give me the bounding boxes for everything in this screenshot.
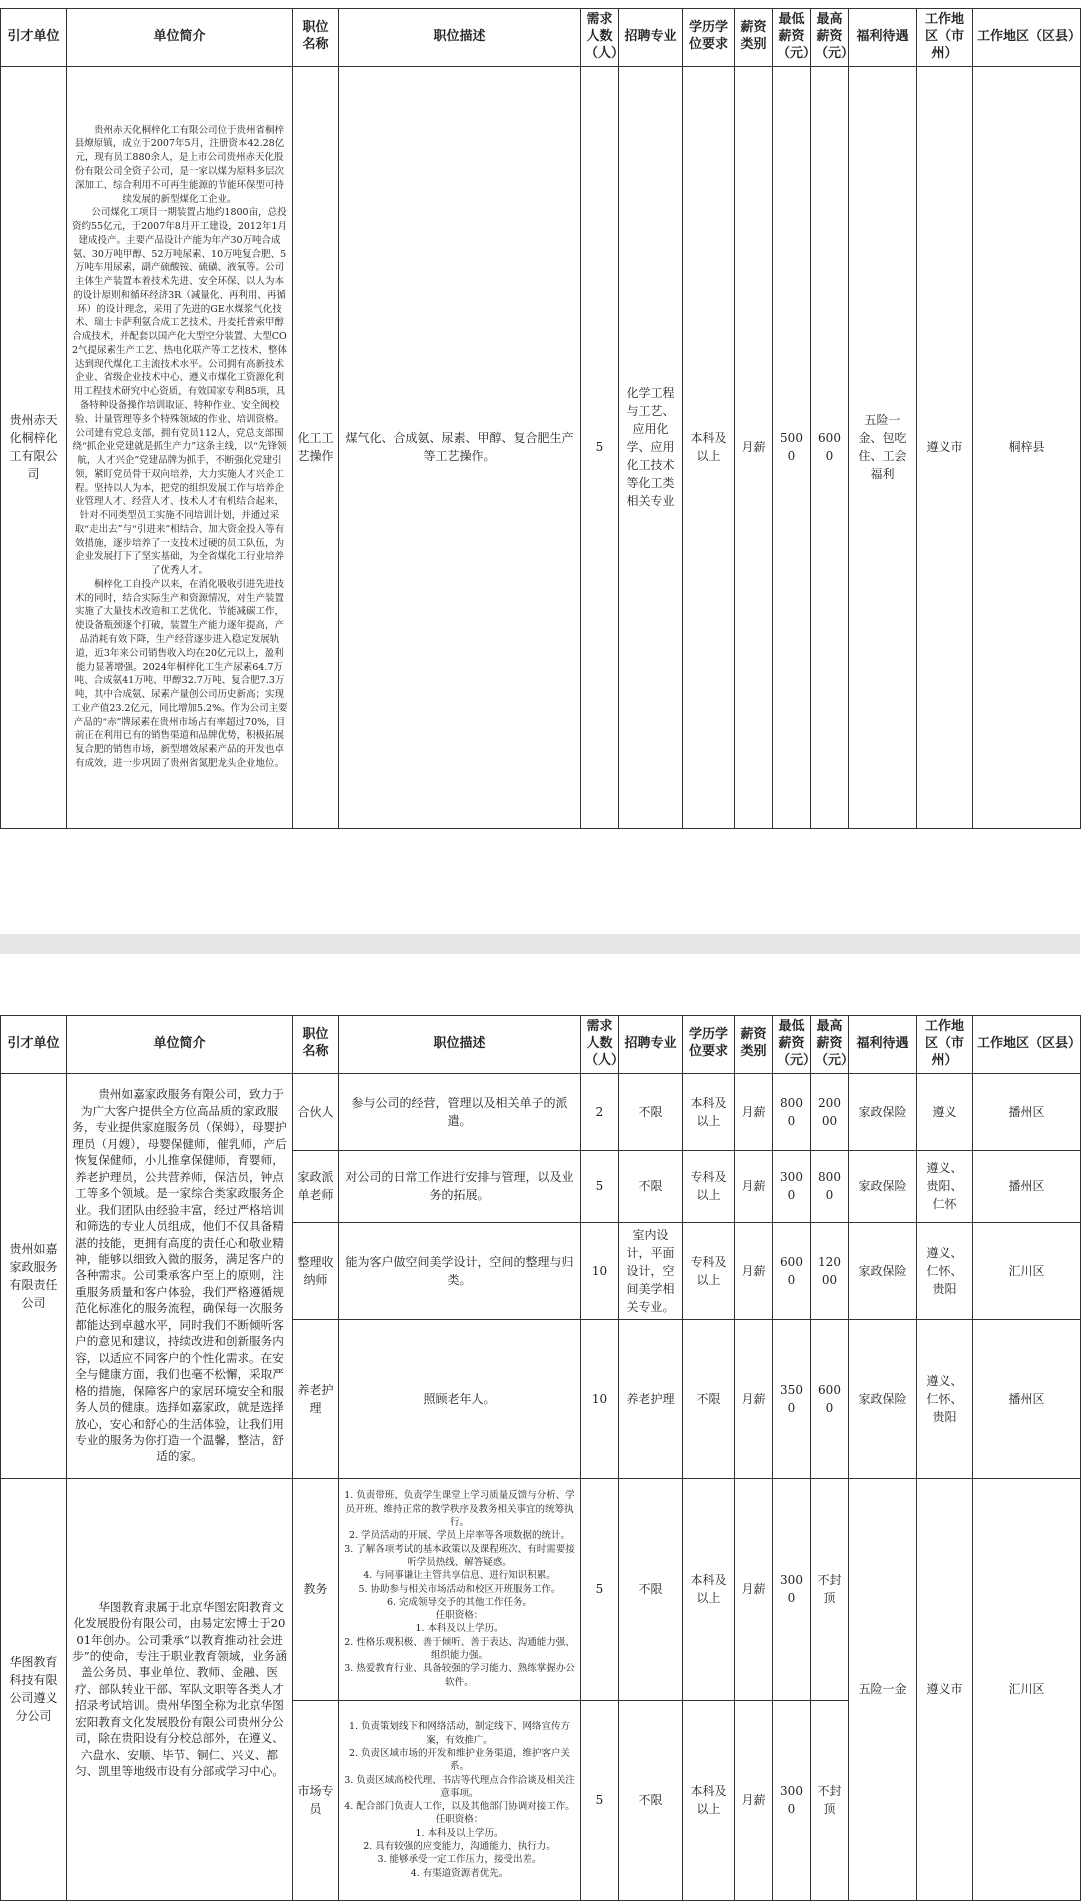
welfare: 五险一金	[849, 1478, 917, 1900]
job-count: 2	[581, 1073, 619, 1150]
work-county: 播州区	[973, 1150, 1081, 1222]
job-count: 5	[581, 66, 619, 828]
job-count: 5	[581, 1478, 619, 1700]
work-county: 播州区	[973, 1073, 1081, 1150]
work-city: 遵义、仁怀、贵阳	[917, 1319, 973, 1478]
job-title: 市场专员	[293, 1700, 339, 1900]
table-row	[1, 66, 1081, 828]
table-row	[1, 1073, 1081, 1150]
header-cell: 引才单位	[1, 1016, 67, 1074]
work-city: 遵义市	[917, 1478, 973, 1900]
header-cell: 薪资类别	[735, 1016, 773, 1074]
min-salary: 3000	[773, 1478, 811, 1700]
work-city: 遵义、贵阳、仁怀	[917, 1150, 973, 1222]
work-county: 播州区	[973, 1319, 1081, 1478]
job-major: 不限	[619, 1073, 683, 1150]
pay-type: 月薪	[735, 1700, 773, 1900]
welfare: 家政保险	[849, 1319, 917, 1478]
company-name: 贵州赤天化桐梓化工有限公司	[1, 66, 67, 828]
job-title: 养老护理	[293, 1319, 339, 1478]
intro-paragraph: 贵州如嘉家政服务有限公司，致力于为广大客户提供全方位高品质的家政服务，专业提供家庭服务员（保姆），母婴护理员（月嫂），母婴保健师，催乳师，产后恢复保健师，小儿推拿保健师，育婴师，养老护理员，公共营养师，保洁员，钟点工等多个领域。是一家综合类家政服务企业。我们团队由经验丰富，经过严格培训和筛选的专业人员组成，他们不仅具备精湛的技能，更拥有高度的责任心和敬业精神，能够以细致入微的服务，满足客户的各种需求。公司秉承客户至上的原则，注重服务质量和客户体验，我们严格遵循规范化标准化的服务流程，确保每一次服务都能达到卓越水平，同时我们不断倾听客户的意见和建议，持续改进和创新服务内容，以适应不同客户的个性化需求。在安全与健康方面，我们也毫不松懈，采取严格的措施，保障客户的家居环境安全和服务人员的健康。选择如嘉家政，就是选择放心，安心和舒心的生活体验，让我们用专业的服务为你打造一个温馨，整洁，舒适的家。	[72, 1087, 287, 1464]
pay-type: 月薪	[735, 1319, 773, 1478]
job-title: 教务	[293, 1478, 339, 1700]
min-salary: 6000	[773, 1222, 811, 1319]
header-cell: 需求人数（人）	[581, 1016, 619, 1074]
job-description: 参与公司的经营，管理以及相关单子的派遣。	[339, 1073, 581, 1150]
pay-type: 月薪	[735, 1073, 773, 1150]
job-education: 本科及以上	[683, 1073, 735, 1150]
work-county: 桐梓县	[973, 66, 1081, 828]
header-cell: 最高薪资（元）	[811, 1016, 849, 1074]
header-cell: 职位名称	[293, 9, 339, 67]
min-salary: 3000	[773, 1150, 811, 1222]
header-cell: 招聘专业	[619, 1016, 683, 1074]
job-table-1	[0, 8, 1081, 829]
intro-paragraph: 华图教育隶属于北京华图宏阳教育文化发展股份有限公司，由易定宏博士于2001年创办。公司秉承“以教育推动社会进步”的使命，专注于职业教育领域，业务涵盖公务员、事业单位、教师、金融、医疗、部队转业干部、军队文职等各类人才招录考试培训。贵州华图全称为北京华图宏阳教育文化发展股份有限公司贵州分公司，除在贵阳设有分校总部外，在遵义、六盘水、安顺、毕节、铜仁、兴义、都匀、凯里等地级市设有分部或学习中心。	[72, 1599, 287, 1779]
job-education: 本科及以上	[683, 1478, 735, 1700]
header-cell: 招聘专业	[619, 9, 683, 67]
max-salary: 8000	[811, 1150, 849, 1222]
job-count: 10	[581, 1222, 619, 1319]
max-salary: 不封顶	[811, 1478, 849, 1700]
job-education: 本科及以上	[683, 66, 735, 828]
header-cell: 福利待遇	[849, 9, 917, 67]
work-county: 汇川区	[973, 1478, 1081, 1900]
job-description: 照顾老年人。	[339, 1319, 581, 1478]
job-title: 合伙人	[293, 1073, 339, 1150]
job-title: 家政派单老师	[293, 1150, 339, 1222]
header-cell: 学历学位要求	[683, 9, 735, 67]
min-salary: 8000	[773, 1073, 811, 1150]
pay-type: 月薪	[735, 1478, 773, 1700]
job-title: 化工工艺操作	[293, 66, 339, 828]
header-cell: 单位简介	[67, 1016, 293, 1074]
company-intro	[67, 1478, 293, 1900]
intro-paragraph: 贵州赤天化桐梓化工有限公司位于贵州省桐梓县燎原镇，成立于2007年5月，注册资本42.28亿元，现有员工880余人，是上市公司贵州赤天化股份有限公司全资子公司，是一家以煤为原料多层次深加工、综合利用不可再生能源的节能环保型可持续发展的新型煤化工企业。	[74, 124, 285, 205]
header-cell: 工作地区（区县）	[973, 1016, 1081, 1074]
header-cell: 工作地区（市州）	[917, 1016, 973, 1074]
header-cell: 最高薪资（元）	[811, 9, 849, 67]
header-cell: 最低薪资（元）	[773, 1016, 811, 1074]
table-row	[1, 1478, 1081, 1700]
header-cell: 职位描述	[339, 9, 581, 67]
job-education: 不限	[683, 1319, 735, 1478]
max-salary: 12000	[811, 1222, 849, 1319]
welfare: 家政保险	[849, 1073, 917, 1150]
welfare: 五险一金、包吃住、工会福利	[849, 66, 917, 828]
header-cell: 薪资类别	[735, 9, 773, 67]
max-salary: 6000	[811, 1319, 849, 1478]
work-city: 遵义市	[917, 66, 973, 828]
intro-paragraph: 公司煤化工项目一期装置占地约1800亩，总投资约55亿元，于2007年8月开工建设，2012年1月建成投产。主要产品设计产能为年产30万吨合成氨、30万吨甲醇、52万吨尿素、10万吨复合肥、5万吨车用尿素，副产硫酸铵、硫磺、液氧等。公司主体生产装置本着技术先进、安全环保、以人为本的设计原则和循环经济3R（减量化、再利用、再循环）的设计理念，采用了先进的GE水煤浆气化技术、瑞士卡萨利氨合成工艺技术、丹麦托普索甲醇合成技术，并配套以国产化大型空分装置、大型CO2气提尿素生产工艺、热电化联产等工艺技术，整体达到现代煤化工主流技术水平。公司拥有高新技术企业、省级企业技术中心、遵义市煤化工资源化利用工程技术研究中心资质，有效国家专利85项，具备特种设备操作培训取证、特种作业、安全阀校验、计量管理等多个特殊领域的作业、培训资格。公司建有党总支部，拥有党员112人，党总支部围绕“抓企业党建就是抓生产力”这条主线，以“先锋领航，人才兴企”党建品牌为抓手，不断强化党建引领，紧盯党员骨干双向培养，大力实施人才兴企工程。坚持以人为本，把党的组织发展工作与培养企业管理人才、经营人才、技术人才有机结合起来，针对不同类型员工实施不同培训计划，并通过采取“走出去”与“引进来”相结合、加大资金投入等有效措施，逐步培养了一支技术过硬的员工队伍，为企业发展打下了坚实基础，为全省煤化工行业培养了优秀人才。	[71, 207, 288, 577]
welfare: 家政保险	[849, 1222, 917, 1319]
job-description: 1. 负责带班、负责学生课堂上学习质量反馈与分析、学员开班、维持正常的教学秩序及教务相关事宜的统筹执行。 2. 学员活动的开展、学员上岸率等各项数据的统计。 3. 了解各项考试的基本政策以及课程班次、有时需要接听学员热线、解答疑惑。 4. 与同事谦让主管共享信息、进行知识积累。 5. 协助参与相关市场活动和校区开班服务工作。 6. 完成领导交予的其他工作任务。 任职资格： 1. 本科及以上学历。 2. 性格乐观积极、善于倾听、善于表达、沟通能力强、组织能力强。 3. 热爱教育行业、具备较强的学习能力、熟练掌握办公软件。	[339, 1478, 581, 1700]
job-education: 本科及以上	[683, 1700, 735, 1900]
table-header-row	[1, 1016, 1081, 1074]
job-major: 不限	[619, 1150, 683, 1222]
pay-type: 月薪	[735, 1222, 773, 1319]
max-salary: 20000	[811, 1073, 849, 1150]
max-salary: 不封顶	[811, 1700, 849, 1900]
job-count: 5	[581, 1700, 619, 1900]
header-cell: 工作地区（区县）	[973, 9, 1081, 67]
company-intro	[67, 1073, 293, 1478]
page-divider	[0, 934, 1080, 954]
job-major: 不限	[619, 1478, 683, 1700]
header-cell: 需求人数（人）	[581, 9, 619, 67]
job-count: 5	[581, 1150, 619, 1222]
header-cell: 职位名称	[293, 1016, 339, 1074]
header-cell: 学历学位要求	[683, 1016, 735, 1074]
header-cell: 最低薪资（元）	[773, 9, 811, 67]
header-cell: 单位简介	[67, 9, 293, 67]
job-table-2	[0, 1015, 1081, 1901]
job-major: 化学工程与工艺、应用化学、应用化工技术等化工类相关专业	[619, 66, 683, 828]
table-header-row	[1, 9, 1081, 67]
header-cell: 福利待遇	[849, 1016, 917, 1074]
min-salary: 5000	[773, 66, 811, 828]
header-cell: 职位描述	[339, 1016, 581, 1074]
min-salary: 3000	[773, 1700, 811, 1900]
header-cell: 工作地区（市州）	[917, 9, 973, 67]
job-education: 专科及以上	[683, 1222, 735, 1319]
job-title: 整理收纳师	[293, 1222, 339, 1319]
job-description: 对公司的日常工作进行安排与管理，以及业务的拓展。	[339, 1150, 581, 1222]
welfare: 家政保险	[849, 1150, 917, 1222]
min-salary: 3500	[773, 1319, 811, 1478]
pay-type: 月薪	[735, 1150, 773, 1222]
job-education: 专科及以上	[683, 1150, 735, 1222]
job-description: 1. 负责策划线下和网络活动，制定线下、网络宣传方案，有效推广。 2. 负责区域市场的开发和维护业务渠道，维护客户关系。 3. 负责区域高校代理、书店等代理点合作洽谈及相关注意事项。 4. 配合部门负责人工作，以及其他部门协调对接工作。 任职资格： 1. 本科及以上学历。 2. 具有较强的应变能力，沟通能力，执行力。 3. 能够承受一定工作压力，接受出差。 4. 有渠道资源者优先。	[339, 1700, 581, 1900]
pay-type: 月薪	[735, 66, 773, 828]
job-description: 能为客户做空间美学设计，空间的整理与归类。	[339, 1222, 581, 1319]
job-count: 10	[581, 1319, 619, 1478]
job-major: 室内设计，平面设计，空间美学相关专业。	[619, 1222, 683, 1319]
job-major: 不限	[619, 1700, 683, 1900]
job-major: 养老护理	[619, 1319, 683, 1478]
max-salary: 6000	[811, 66, 849, 828]
work-county: 汇川区	[973, 1222, 1081, 1319]
work-city: 遵义	[917, 1073, 973, 1150]
intro-paragraph: 桐梓化工自投产以来，在消化吸收引进先进技术的同时，结合实际生产和资源情况，对生产装置实施了大量技术改造和工艺优化、节能减碳工作，使设备瓶颈逐个打破，装置生产能力逐年提高，产品消耗有效下降，生产经营逐步进入稳定发展轨道，近3年来公司销售收入均在20亿元以上，盈利能力显著增强。2024年桐梓化工生产尿素64.7万吨、合成氨41万吨、甲醇32.7万吨、复合肥7.3万吨，其中合成氨、尿素产量创公司历史新高；实现工业产值23.2亿元，同比增加5.2%。作为公司主要产品的“赤”牌尿素在贵州市场占有率超过70%，目前正在利用已有的销售渠道和品牌优势，积极拓展复合肥的销售市场，新型增效尿素产品的开发也卓有成效，进一步巩固了贵州省氮肥龙头企业地位。	[71, 578, 288, 769]
job-description: 煤气化、合成氨、尿素、甲醇、复合肥生产等工艺操作。	[339, 66, 581, 828]
header-cell: 引才单位	[1, 9, 67, 67]
company-name: 华图教育科技有限公司遵义分公司	[1, 1478, 67, 1900]
work-city: 遵义、仁怀、贵阳	[917, 1222, 973, 1319]
company-name: 贵州如嘉家政服务有限责任公司	[1, 1073, 67, 1478]
company-intro	[67, 66, 293, 828]
